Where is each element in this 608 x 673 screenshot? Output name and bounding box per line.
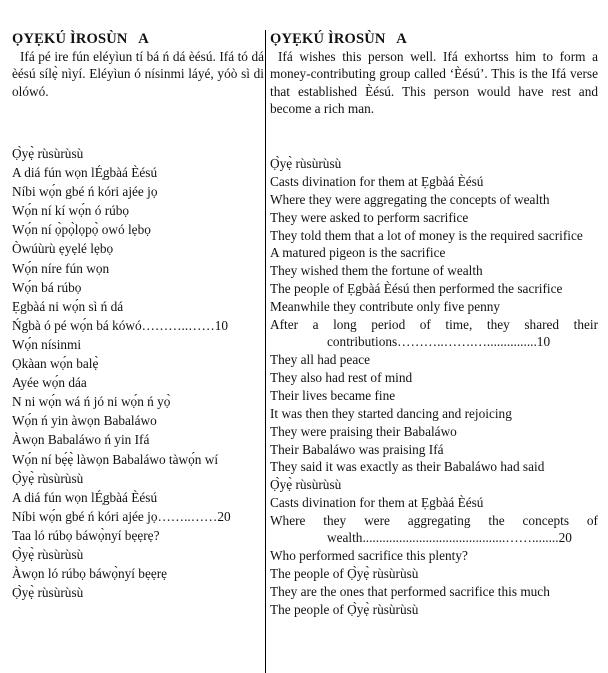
english-verse-line: The people of Ọ̀yẹ̀ rùsùrùsù	[270, 566, 419, 582]
english-verse-line: Ọ̀yẹ̀ rùsùrùsù	[270, 477, 342, 493]
yoruba-verse-line: Wọ́n ní ọ̀pọ̀lọpọ̀ owó lẹbọ	[12, 222, 151, 238]
english-verse-line: Casts divination for them at Ẹgbàá Èésú	[270, 173, 484, 189]
english-verse-line: Their Babaláwo was praising Ifá	[270, 441, 444, 457]
column-divider	[265, 30, 266, 673]
english-verse-line: They told them that a lot of money is the required sacrifice	[270, 227, 583, 243]
english-verse-line: They said it was exactly as their Babaláwo had said	[270, 459, 545, 475]
yoruba-verse-line: Wọ́n nísinmi	[12, 336, 82, 352]
english-verse-line: They also had rest of mind	[270, 370, 413, 385]
english-verse-line: Meanwhile they contribute only five penny	[270, 299, 501, 315]
yoruba-verse-line: Ọkàan wọ́n balẹ̀	[12, 356, 99, 372]
yoruba-verse-line: Taa ló rúbọ báwọ̀nyí bẹẹrẹ?	[12, 527, 160, 543]
english-verse-line: Ọ̀yẹ̀ rùsùrùsù	[270, 156, 342, 171]
yoruba-verse-line: Wọ́n ń yin àwọn Babaláwo	[12, 413, 157, 429]
english-verse-line: Where they were aggregating the concepts of wealth	[270, 191, 550, 207]
yoruba-verse-line: Ẹgbàá ni wọ́n sì ń dá	[12, 298, 124, 314]
yoruba-intro: Ifá pé ire fún eléyìun tí bá ń dá èésú. Ifá tó dá èésú sílẹ̀ nìyí. Eléyìun ó nísinmi láyé, yóò sì di olówó.	[12, 49, 264, 99]
english-verse-line: Where they were aggregating the concepts of wealth...........................................……........20	[270, 513, 598, 546]
english-verse-line: A matured pigeon is the sacrifice	[270, 245, 446, 261]
english-verse-line: They were praising their Babaláwo	[270, 423, 457, 439]
yoruba-verse-line: A diá fún wọn lÉ̩gbàá Èésú	[12, 165, 158, 181]
yoruba-verse-line: Wọ́n níre fún wọn	[12, 260, 110, 276]
yoruba-verse-line: Ọ̀yẹ̀ rùsùrùsù	[12, 585, 84, 601]
english-verse-line: They were asked to perform sacrifice	[270, 209, 469, 225]
yoruba-column	[12, 30, 264, 673]
english-verse	[270, 155, 598, 619]
english-verse-line: They wished them the fortune of wealth	[270, 263, 483, 279]
yoruba-verse-line: N ni wọ́n wá ń jó ni wọ́n ń yọ̀	[12, 394, 171, 410]
english-verse-line: After a long period of time, they shared their contributions………..…….…...............10	[270, 317, 598, 350]
yoruba-verse	[12, 144, 264, 602]
yoruba-verse-line: Ayée wọ́n dáa	[12, 375, 87, 391]
yoruba-verse-line: Àwọn ló rúbọ báwọ̀nyí bẹẹrẹ	[12, 566, 168, 582]
english-verse-line: The people of Ẹgbàá Èésú then performed the sacrifice	[270, 281, 563, 297]
yoruba-title: ỌYẸKÚ ÌROSÙN A	[12, 31, 149, 47]
yoruba-verse-line: Wọ́n ní kí wọ́n ó rúbọ	[12, 203, 130, 219]
yoruba-verse-line: Níbi wọ́n gbé ń kóri ajée jọ……..……20	[12, 508, 231, 524]
yoruba-verse-line: Òwúùrù ẹyẹlé lẹbọ	[12, 241, 114, 257]
english-verse-line: The people of Ọ̀yẹ̀ rùsùrùsù	[270, 601, 419, 617]
yoruba-verse-line: Wọ́n ní bẹ́ẹ̀ làwọn Babaláwo tàwọ́n wí	[12, 451, 219, 467]
yoruba-verse-line: Ńgbà ó pé wọ́n bá kówó………..……10	[12, 317, 229, 333]
yoruba-verse-line: Ọ̀yẹ̀ rùsùrùsù	[12, 146, 84, 161]
yoruba-verse-line: Wọ́n bá rúbọ	[12, 279, 82, 295]
english-column	[270, 30, 598, 673]
yoruba-verse-line: Níbi wọ́n gbé ń kóri ajée jọ	[12, 184, 158, 200]
yoruba-verse-line: Ọ̀yẹ̀ rùsùrùsù	[12, 546, 84, 562]
english-title: ỌYẸKÚ ÌROSÙN A	[270, 31, 407, 47]
english-verse-line: Their lives became fine	[270, 387, 396, 403]
english-intro: Ifá wishes this person well. Ifá exhortss him to form a money-contributing group called ‘Èésú’. This is the Ifá verse that established Èésú. This person would have rest and become a rich man.	[270, 49, 598, 117]
yoruba-verse-line: A diá fún wọn lÉ̩gbàá Èésú	[12, 489, 158, 505]
english-verse-line: It was then they started dancing and rejoicing	[270, 405, 512, 421]
english-verse-line: Casts divination for them at Ẹgbàá Èésú	[270, 495, 484, 511]
english-verse-line: They all had peace	[270, 352, 371, 368]
yoruba-verse-line: Àwọn Babaláwo ń yin Ifá	[12, 432, 150, 448]
english-verse-line: Who performed sacrifice this plenty?	[270, 548, 468, 564]
yoruba-verse-line: Ọ̀yẹ̀ rùsùrùsù	[12, 470, 84, 486]
english-verse-line: They are the ones that performed sacrifice this much	[270, 584, 550, 599]
